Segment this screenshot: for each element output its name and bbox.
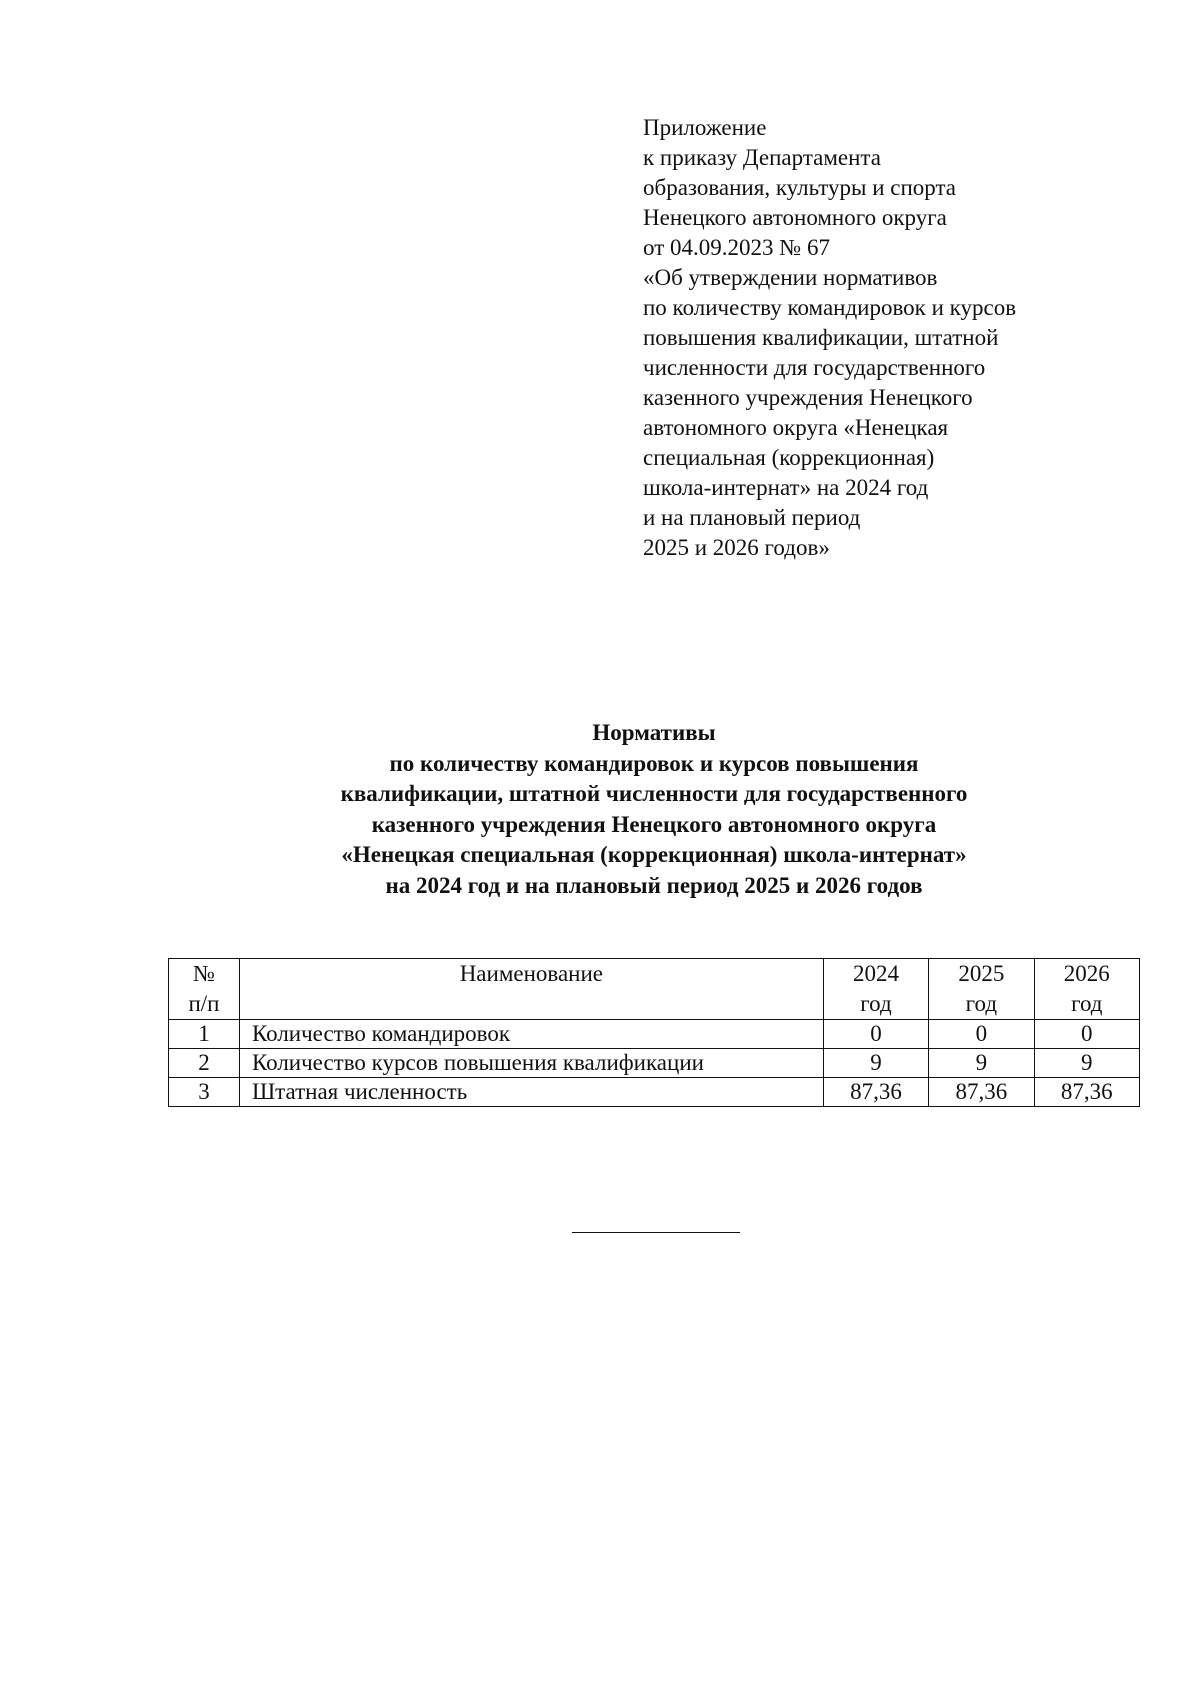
header-number-line2: п/п xyxy=(188,991,220,1016)
title-line: квалификации, штатной численности для государственного xyxy=(340,781,968,807)
appendix-line: повышения квалификации, штатной xyxy=(643,325,999,350)
appendix-line: и на плановый период xyxy=(643,505,861,530)
table-header-row xyxy=(169,959,1140,1020)
appendix-line: специальная (коррекционная) xyxy=(643,445,935,470)
appendix-line: по количеству командировок и курсов xyxy=(643,295,1017,320)
row-name: Количество командировок xyxy=(239,1020,823,1049)
appendix-line: от 04.09.2023 № 67 xyxy=(643,235,830,260)
appendix-line: школа-интернат» на 2024 год xyxy=(643,475,929,500)
row-value-2025: 9 xyxy=(929,1049,1034,1078)
appendix-line: Приложение xyxy=(643,115,767,140)
row-value-2026: 9 xyxy=(1034,1049,1139,1078)
row-value-2024: 87,36 xyxy=(823,1078,928,1107)
row-value-2025: 87,36 xyxy=(929,1078,1034,1107)
table-row xyxy=(169,1049,1140,1078)
title-line: по количеству командировок и курсов повышения xyxy=(389,750,919,776)
title-line: «Ненецкая специальная (коррекционная) школа-интернат» xyxy=(341,842,967,868)
header-year-2025-line1: 2025 xyxy=(958,961,1005,986)
row-name: Количество курсов повышения квалификации xyxy=(239,1049,823,1078)
row-value-2024: 9 xyxy=(823,1049,928,1078)
title-line: на 2024 год и на плановый период 2025 и 2026 годов xyxy=(385,872,923,898)
row-value-2026: 0 xyxy=(1034,1020,1139,1049)
header-year-2025 xyxy=(929,959,1034,1020)
appendix-line: 2025 и 2026 годов» xyxy=(643,535,830,560)
header-year-2026-line1: 2026 xyxy=(1063,961,1110,986)
table-row xyxy=(169,1020,1140,1049)
header-year-2024-line2: год xyxy=(860,991,892,1016)
appendix-line: автономного округа «Ненецкая xyxy=(643,415,949,440)
closing-divider xyxy=(572,1232,740,1233)
title-line: Нормативы xyxy=(592,720,716,745)
header-year-2026 xyxy=(1034,959,1139,1020)
header-year-2024-line1: 2024 xyxy=(852,961,899,986)
appendix-line: численности для государственного xyxy=(643,355,986,380)
row-number: 3 xyxy=(169,1078,240,1107)
row-value-2026: 87,36 xyxy=(1034,1078,1139,1107)
header-year-2025-line2: год xyxy=(965,991,998,1016)
header-number xyxy=(169,959,240,1020)
appendix-line: казенного учреждения Ненецкого xyxy=(643,385,973,410)
row-name: Штатная численность xyxy=(239,1078,823,1107)
appendix-line: «Об утверждении нормативов xyxy=(643,265,938,290)
title-line: казенного учреждения Ненецкого автономного округа xyxy=(371,811,937,837)
row-number: 2 xyxy=(169,1049,240,1078)
row-number: 1 xyxy=(169,1020,240,1049)
appendix-line: образования, культуры и спорта xyxy=(643,175,957,200)
appendix-line: Ненецкого автономного округа xyxy=(643,205,947,230)
norms-table xyxy=(168,958,1140,1107)
header-number-line1: № xyxy=(192,961,215,986)
table-row xyxy=(169,1078,1140,1107)
header-name xyxy=(239,959,823,1020)
appendix-line: к приказу Департамента xyxy=(643,145,881,170)
document-title xyxy=(168,718,1140,902)
row-value-2024: 0 xyxy=(823,1020,928,1049)
appendix-block xyxy=(643,113,1143,563)
row-value-2025: 0 xyxy=(929,1020,1034,1049)
header-name-label: Наименование xyxy=(459,961,603,986)
header-year-2026-line2: год xyxy=(1071,991,1103,1016)
header-year-2024 xyxy=(823,959,928,1020)
